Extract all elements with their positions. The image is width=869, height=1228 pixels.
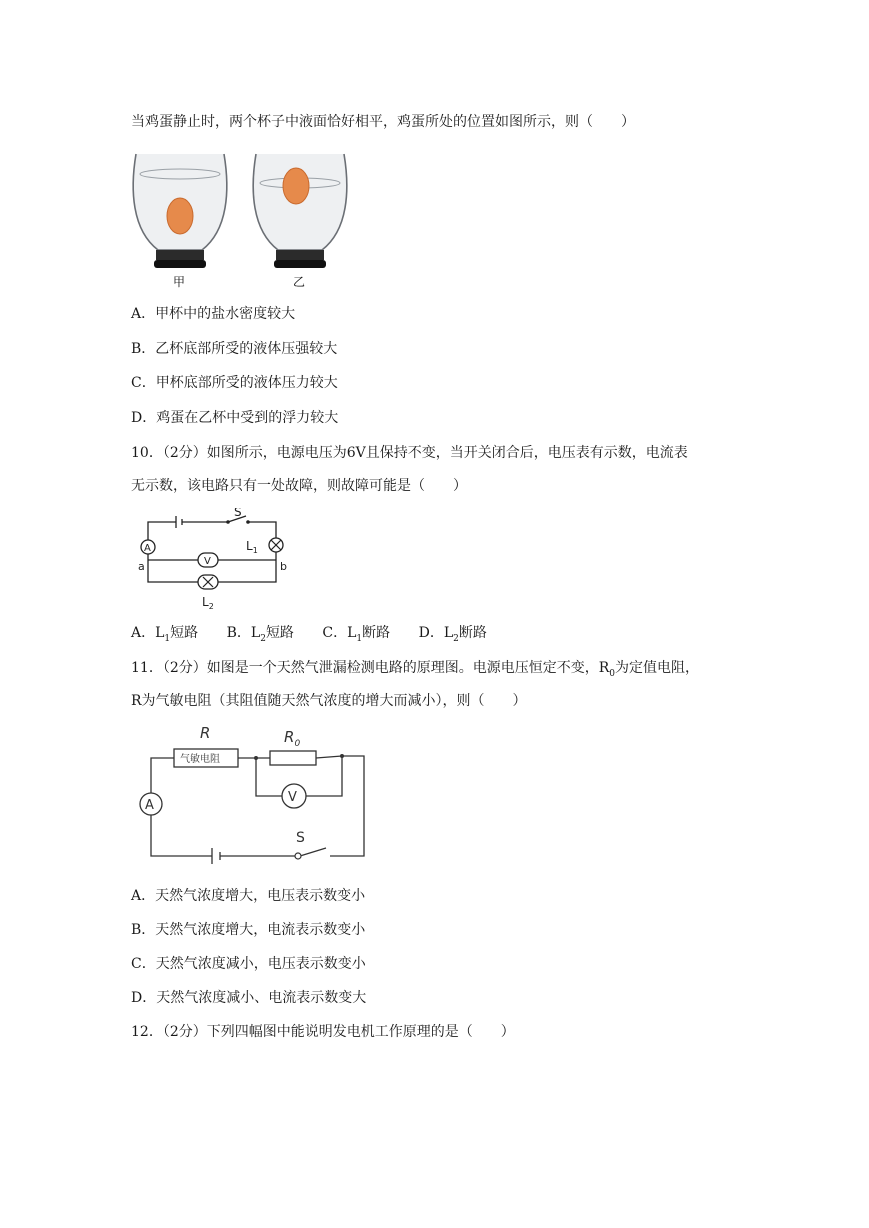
q9-option-d: D．鸡蛋在乙杯中受到的浮力较大 bbox=[131, 410, 339, 426]
lamp-l1-label: $L_1$ bbox=[246, 539, 258, 555]
q9-stem: 当鸡蛋静止时，两个杯子中液面恰好相平，鸡蛋所处的位置如图所示，则（ ） bbox=[131, 114, 635, 130]
glass-left bbox=[133, 154, 227, 289]
q9-figure-eggs-in-glasses bbox=[128, 150, 348, 290]
fixed-resistor-r0 bbox=[270, 751, 316, 765]
voltmeter-label: V bbox=[288, 790, 297, 805]
ammeter-label: A bbox=[144, 543, 151, 554]
q9-option-c: C．甲杯底部所受的液体压力较大 bbox=[131, 375, 338, 391]
resistor-r0-label: $R_0$ bbox=[284, 728, 301, 749]
switch-label: S bbox=[234, 508, 242, 519]
q11-option-b: B．天然气浓度增大，电流表示数变小 bbox=[131, 922, 366, 938]
glass-right bbox=[253, 154, 347, 289]
node-b-label: b bbox=[280, 560, 287, 573]
q11-option-c: C．天然气浓度减小，电压表示数变小 bbox=[131, 956, 366, 972]
q11-option-d: D．天然气浓度减小、电流表示数变大 bbox=[131, 990, 367, 1006]
lamp-l1-symbol bbox=[269, 538, 283, 552]
q11-stem-line2: R为气敏电阻（其阻值随天然气浓度的增大而减小），则（ ） bbox=[131, 693, 527, 709]
switch-label: S bbox=[296, 830, 305, 846]
lamp-l2-symbol bbox=[198, 575, 218, 589]
voltmeter-label: V bbox=[204, 556, 211, 567]
q10-option-b: B．$L_2$短路 bbox=[226, 625, 294, 644]
glass-left-label: 甲 bbox=[173, 275, 186, 289]
voltmeter-symbol bbox=[198, 553, 218, 567]
gas-sensor-box-label: 气敏电阻 bbox=[180, 754, 220, 765]
q11-circuit-diagram bbox=[134, 722, 374, 868]
glass-right-label: 乙 bbox=[293, 275, 306, 289]
q11-option-a: A．天然气浓度增大，电压表示数变小 bbox=[131, 888, 366, 904]
q12-stem: 12．（2分）下列四幅图中能说明发电机工作原理的是（ ） bbox=[131, 1024, 515, 1040]
q9-option-a: A．甲杯中的盐水密度较大 bbox=[131, 306, 296, 322]
node-a-label: a bbox=[138, 560, 145, 573]
q10-options bbox=[131, 623, 487, 649]
q9-option-b: B．乙杯底部所受的液体压强较大 bbox=[131, 341, 338, 357]
ammeter-label: A bbox=[145, 798, 154, 813]
q10-option-a: A．$L_1$短路 bbox=[131, 625, 199, 644]
lamp-l2-label: $L_2$ bbox=[202, 595, 214, 611]
resistor-r-label: R bbox=[200, 724, 211, 742]
q10-stem-line2: 无示数，该电路只有一处故障，则故障可能是（ ） bbox=[131, 478, 467, 494]
q10-stem-line1: 10．（2分）如图所示，电源电压为6V且保持不变，当开关闭合后，电压表有示数，电流表 bbox=[131, 445, 688, 461]
q11-stem-line1: 11．（2分）如图是一个天然气泄漏检测电路的原理图。电源电压恒定不变，$R_0$为定值电阻， bbox=[131, 660, 699, 679]
q10-option-d: D．$L_2$断路 bbox=[418, 625, 487, 644]
q10-option-c: C．$L_1$断路 bbox=[322, 625, 391, 644]
q10-circuit-diagram bbox=[134, 508, 294, 612]
